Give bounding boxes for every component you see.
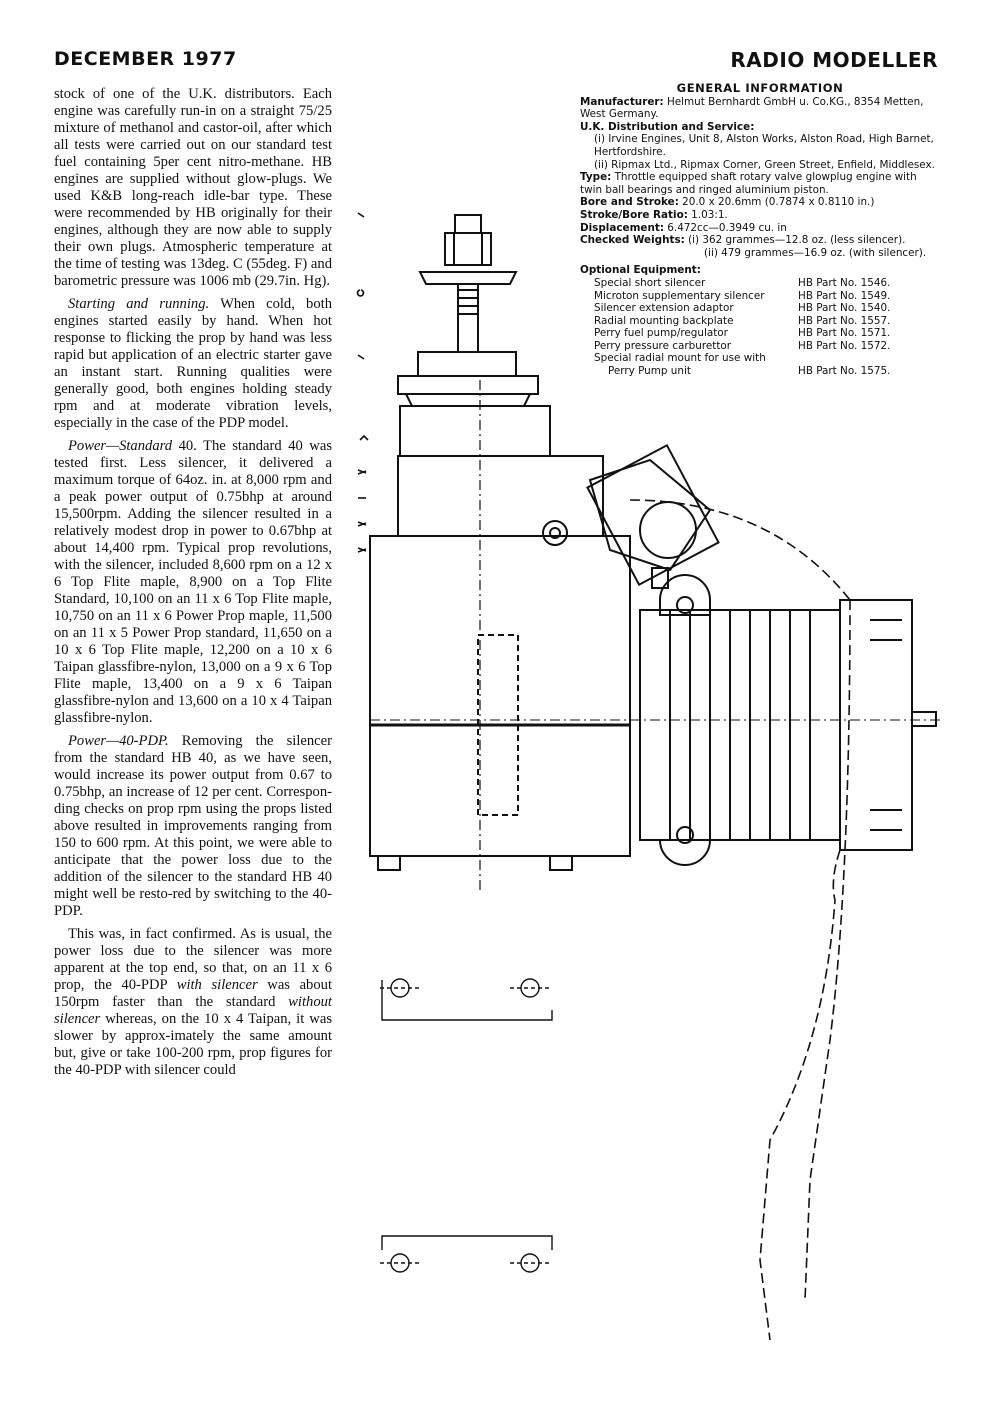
article-paragraph: This was, in fact confirmed. As is usual, the power loss due to the silencer was more apparent at the top end, so that, on an 11 x 6 prop, the 40-PDP with silencer was about 150rpm faster than the standard without silencer whereas, on the 10 x 4 Taipan, it was slower by approx-imately the same amount but, give or take 100-200 rpm, prop figures for the 40-PDP with silencer could [54, 926, 332, 1078]
list-item: Perry fuel pump/regulator HB Part No. 1571. [594, 327, 891, 340]
engine-drawing-icon [350, 180, 950, 1340]
magazine-title: RADIO MODELLER [730, 48, 938, 72]
list-item: Perry Pump unit HB Part No. 1575. [608, 365, 891, 378]
checked-weight-2: (ii) 479 grammes—16.9 oz. (with silencer). [704, 246, 927, 259]
checked-weights: Checked Weights: (i) 362 grammes—12.8 oz. (less silencer). [580, 234, 906, 247]
info-title: GENERAL INFORMATION [676, 81, 844, 95]
list-item: Special radial mount for use with [594, 352, 766, 365]
stroke-bore-ratio: Stroke/Bore Ratio: 1.03:1. [580, 208, 728, 221]
paragraph-heading: Power—Standard [68, 438, 173, 454]
paragraph-heading: Starting and running. [68, 296, 210, 312]
silencer-outline [630, 500, 850, 1340]
margin-marks [358, 213, 369, 552]
article-body [54, 86, 332, 1085]
article-paragraph: stock of one of the U.K. distributors. Each engine was carefully run-in on a straight 75/25 mixture of methanol and castor-oil, after which all tests were carried out on our standard test fuel containing 5per cent nitro-methane. HB engines are supplied without glow-plugs. We used K&B long-reach idle-bar type. These were recommended by HB originally for their engines, although they are now able to supply their own plugs. Atmospheric temperature at the time of testing was 13deg. C (55deg. F) and barometric pressure was 1006 mb (29.7in. Hg). [54, 86, 332, 289]
paragraph-heading: Power—40-PDP. [68, 733, 169, 749]
prop-nut [445, 233, 491, 265]
list-item: Microton supplementary silencer HB Part No. 1549. [594, 289, 891, 302]
distribution-label: U.K. Distribution and Service: [580, 120, 755, 133]
engine-type: Type: Throttle equipped shaft rotary valve glowplug engine with twin ball bearings and ringed aluminium piston. [580, 171, 917, 196]
glow-plug [912, 712, 936, 726]
page-date: DECEMBER 1977 [54, 48, 237, 70]
article-paragraph: Starting and running. When cold, both engines started easily by hand. When hot response to flicking the prop by hand was less rapid but application of an electric starter gave an instant start. Running qualities were generally good, both engines holding steady rpm and at moderate vibration levels, especially in the case of the PDP model. [54, 296, 332, 431]
crankshaft [458, 284, 478, 352]
bore-stroke: Bore and Stroke: 20.0 x 20.6mm (0.7874 x 0.8110 in.) [580, 196, 875, 209]
manufacturer: Manufacturer: Helmut Bernhardt GmbH u. Co.KG., 8354 Metten, West Germany. [580, 95, 924, 121]
front-housing [400, 406, 550, 456]
prop-washer [420, 272, 516, 284]
displacement: Displacement: 6.472cc—0.3949 cu. in [580, 221, 787, 234]
list-item: Special short silencer HB Part No. 1546. [594, 276, 891, 289]
list-item: Silencer extension adaptor HB Part No. 1540. [594, 302, 891, 315]
mount-holes-lower [380, 1236, 552, 1272]
mount-holes-upper [380, 979, 552, 1020]
optional-equipment-label: Optional Equipment: [580, 264, 701, 277]
list-item: Radial mounting backplate HB Part No. 1557. [594, 314, 891, 327]
distributor-2: (ii) Ripmax Ltd., Ripmax Corner, Green Street, Enfield, Middlesex. [594, 158, 935, 171]
crankcase-upper [398, 456, 603, 536]
shaft-tip [455, 215, 481, 233]
article-paragraph: Power—Standard 40. The standard 40 was tested first. Less silencer, it delivered a maximum torque of 64oz. in. at 8,000 rpm and a peak power output of 0.75bhp at around 15,500rpm. Adding the silencer resulted in a relatively modest drop in power to 0.67bhp at about 14,400 rpm. Typical prop revolutions, with the silencer, included 8,600 rpm on a 12 x 6 Top Flite maple, 8,900 on a Top Flite Standard, 10,100 on an 11 x 6 Top Flite maple, 10,750 on an 11 x 6 Power Prop maple, 11,500 on an 11 x 5 Power Prop standard, 11,650 on a 10 x 6 Top Flite maple, 12,200 on a 10 x 6 Taipan glassfibre-nylon, 13,000 on a 9 x 6 Top Flite maple, 13,400 on a 9 x 6 Taipan glassfibre-nylon and 13,600 on a 10 x 4 Taipan glassfibre-nylon. [54, 438, 332, 726]
crankcase-body [370, 536, 630, 856]
list-item: Perry pressure carburettor HB Part No. 1572. [594, 339, 891, 352]
article-paragraph: Power—40-PDP. Removing the silencer from the standard HB 40, as we have seen, would increase its power output from 0.67 to 0.75bhp, an increase of 12 per cent. Correspon-ding checks on prop rpm using the props listed above resulted in improvements ranging from 150 to 600 rpm. At this point, we were able to anticipate that the power loss due to the addition of the silencer to the standard HB 40 might well be resto-red by switching to the 40-PDP. [54, 733, 332, 919]
distributor-1: (i) Irvine Engines, Unit 8, Alston Works, Alston Road, High Barnet, Hertfordshire. [594, 133, 934, 158]
cylinder-head [840, 600, 912, 850]
